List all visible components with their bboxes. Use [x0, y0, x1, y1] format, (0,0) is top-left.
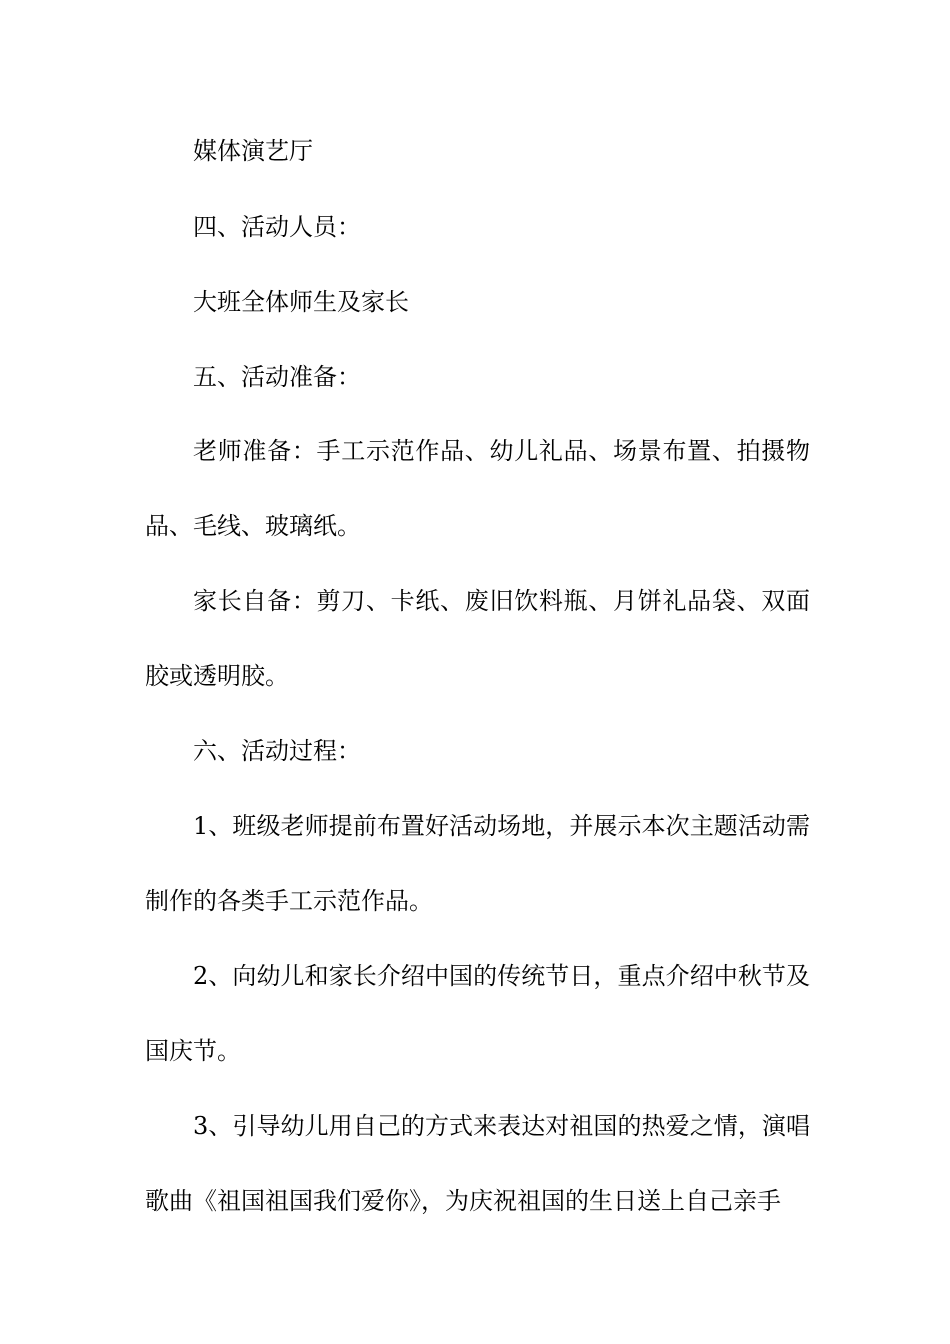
paragraph-teacher-preparation: 老师准备：手工示范作品、幼儿礼品、场景布置、拍摄物品、毛线、玻璃纸。	[145, 437, 810, 540]
paragraph-participants: 大班全体师生及家长	[193, 288, 409, 316]
paragraph-venue: 媒体演艺厅	[193, 137, 313, 165]
paragraph-step-1: 1、班级老师提前布置好活动场地，并展示本次主题活动需制作的各类手工示范作品。	[145, 812, 810, 915]
heading-participants: 四、活动人员：	[193, 213, 361, 241]
heading-preparation: 五、活动准备：	[193, 363, 361, 391]
paragraph-step-3: 3、引导幼儿用自己的方式来表达对祖国的热爱之情，演唱歌曲《祖国祖国我们爱你》，为庆祝祖国的生日送上自己亲手	[145, 1112, 810, 1215]
paragraph-parent-preparation: 家长自备：剪刀、卡纸、废旧饮料瓶、月饼礼品袋、双面胶或透明胶。	[145, 587, 810, 690]
paragraph-step-2: 2、向幼儿和家长介绍中国的传统节日，重点介绍中秋节及国庆节。	[145, 962, 810, 1065]
heading-process: 六、活动过程：	[193, 737, 361, 765]
